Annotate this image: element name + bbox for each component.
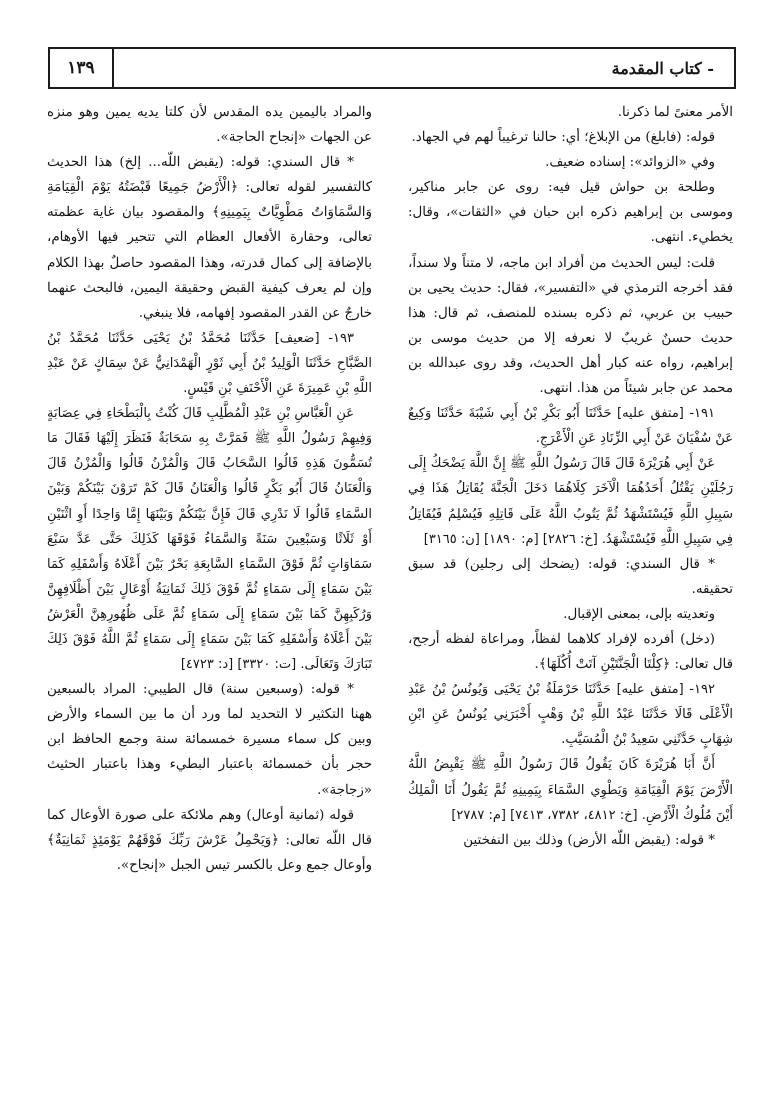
commentary: قوله (ثمانية أوعال) وهم ملائكة على صورة الأوعال كما قال اللّه تعالى: ﴿وَيَحْمِلُ عَرْشَ رَبِّكَ فَوْقَهُمْ يَوْمَئِذٍ ثَمَانِيَةٌ﴾ وأوعال جمع وعل بالكسر تيس الجبل «إنجاح». xyxy=(47,807,372,873)
commentary: * قال السندي: قوله: (يضحك إلى رجلين) قد سبق تحقيقه. xyxy=(408,556,733,597)
page-number: ١٣٩ xyxy=(67,58,95,78)
paragraph: والمراد باليمين يده المقدس لأن كلتا يديه يمين وهو منزه عن الجهات «إنجاح الحاجة». xyxy=(47,105,372,146)
book-title: - كتاب المقدمة xyxy=(611,58,714,78)
page-number-box xyxy=(50,49,114,87)
left-column xyxy=(47,100,372,878)
right-column xyxy=(408,100,733,853)
hadith-text: عَنِ الْعَبَّاسِ بْنِ عَبْدِ الْمُطَّلِبِ قَالَ كُنْتُ بِالْبَطْحَاءِ فِي عِصَابَةٍ وَفِيهِمْ رَسُولُ اللَّهِ ﷺ فَمَرَّتْ بِهِ سَحَابَةٌ فَنَظَرَ إِلَيْهَا فَقَالَ مَا تُسَمُّونَ هَذِهِ قَالُوا السَّحَابُ قَالَ وَالْمُزْنُ قَالُوا وَالْمُزْنُ قَالَ وَالْعَنَانُ قَالَ أَبُو بَكْرٍ قَالُوا وَالْعَنَانُ قَالَ كَمْ تَرَوْنَ بَيْنَكُمْ وَبَيْنَ السَّمَاءِ قَالُوا لَا نَدْرِي قَالَ فَإِنَّ بَيْنَكُمْ وَبَيْنَهَا إِمَّا وَاحِدًا أَوِ اثْنَيْنِ أَوْ ثَلَاثًا وَسَبْعِينَ سَنَةً وَالسَّمَاءُ فَوْقَهَا كَذَلِكَ حَتَّى عَدَّ سَبْعَ سَمَاوَاتٍ ثُمَّ فَوْقَ السَّمَاءِ السَّابِعَةِ بَحْرٌ بَيْنَ أَعْلَاهُ وَأَسْفَلِهِ كَمَا بَيْنَ سَمَاءٍ إِلَى سَمَاءٍ ثُمَّ فَوْقَ ذَلِكَ ثَمَانِيَةُ أَوْعَالٍ بَيْنَ أَظْلَافِهِنَّ وَرُكَبِهِنَّ كَمَا بَيْنَ سَمَاءٍ إِلَى سَمَاءٍ ثُمَّ عَلَى ظُهُورِهِنَّ الْعَرْشُ بَيْنَ أَعْلَاهُ وَأَسْفَلِهِ كَمَا بَيْنَ سَمَاءٍ إِلَى سَمَاءٍ ثُمَّ اللَّهُ فَوْقَ ذَلِكَ تَبَارَكَ وَتَعَالَى. [ت: ٣٣٢٠] [د: ٤٧٢٣] xyxy=(47,406,372,673)
commentary: وتعديته بإلى، بمعنى الإقبال. xyxy=(563,606,715,622)
commentary: * قوله: (يقبض اللّه الأرض) وذلك بين النفختين xyxy=(463,832,715,848)
paragraph: وطلحة بن حواش قيل فيه: روى عن جابر مناكير، وموسى بن إبراهيم ذكره ابن حبان في «الثقات»، وقال: يخطيء. انتهى. xyxy=(408,180,733,246)
paragraph: وفي «الزوائد»: إسناده ضعيف. xyxy=(545,155,715,171)
hadith-text: أَنَّ أَبَا هُرَيْرَةَ كَانَ يَقُولُ قَالَ رَسُولُ اللَّهِ ﷺ يَقْبِضُ اللَّهُ الْأَرْضَ يَوْمَ الْقِيَامَةِ وَيَطْوِي السَّمَاءَ بِيَمِينِهِ ثُمَّ يَقُولُ أَنَا الْمَلِكُ أَيْنَ مُلُوكُ الْأَرْضِ. [خ: ٤٨١٢، ٧٣٨٢، ٧٤١٣] [م: ٢٧٨٧] xyxy=(408,757,733,823)
page-header xyxy=(48,47,736,89)
commentary: * قال السندي: قوله: (يقبض اللّه... إلخ) هذا الحديث كالتفسير لقوله تعالى: ﴿الْأَرْضُ جَمِيعًا قَبْضَتُهُ يَوْمَ الْقِيَامَةِ وَالسَّمَاوَاتُ مَطْوِيَّاتٌ بِيَمِينِهِ﴾ والمقصود بيان غاية عظمته تعالى، وحقارة الأفعال العظام التي تتحير فيها الأوهام، بالإضافة إلى كمال قدرته، وهذا المقصود حاصلٌ بهذا الكلام وإن لم يعرف كيفية القبض وحقيقة اليمين، فالبحث عنهما خارجٌ عن القدر المقصود إفهامه، فلا ينبغي. xyxy=(47,155,372,321)
commentary: (دخل) أفرده لإفراد كلاهما لفظاً، ومراعاة لفظه أرجح، قال تعالى: ﴿كِلْتَا الْجَنَّتَيْنِ آتَتْ أُكُلَهَا﴾. xyxy=(408,631,733,673)
hadith-chain: ١٩٣- [ضعيف] حَدَّثَنَا مُحَمَّدُ بْنُ يَحْيَى حَدَّثَنَا مُحَمَّدُ بْنُ الصَّبَّاحِ حَدَّثَنَا الْوَلِيدُ بْنُ أَبِي ثَوْرٍ الْهَمْدَانِيُّ عَنْ سِمَاكٍ عَنْ عَبْدِ اللَّهِ بْنِ عَمِيرَةَ عَنِ الْأَحْنَفِ بْنِ قَيْسٍ. xyxy=(47,330,372,397)
paragraph: قوله: (فابلغ) من الإبلاغ؛ أي: حالنا ترغيباً لهم في الجهاد. xyxy=(411,130,715,146)
commentary: * قوله: (وسبعين سنة) قال الطيبي: المراد بالسبعين ههنا التكثير لا التحديد لما ورد أن ما بين السماء والأرض وبين كل سماء مسيرة خمسمائة سنة وجمع الحافظ ابن حجر بأن خمسمائة باعتبار البطيء وهذا باعتبار الحثيث «زجاجة». xyxy=(47,682,372,798)
hadith-chain: ١٩٢- [متفق عليه] حَدَّثَنَا حَرْمَلَةُ بْنُ يَحْيَى وَيُونُسُ بْنُ عَبْدِ الْأَعْلَى قَالَا حَدَّثَنَا عَبْدُ اللَّهِ بْنُ وَهْبٍ أَخْبَرَنِي يُونُسُ عَنِ ابْنِ شِهَابٍ حَدَّثَنِي سَعِيدُ بْنُ الْمُسَيَّبِ. xyxy=(408,682,733,748)
paragraph: الأمر معنىً لما ذكرنا. xyxy=(617,105,733,120)
paragraph: قلت: ليس الحديث من أفراد ابن ماجه، لا متناً ولا سنداً، فقد أخرجه الترمذي في «التفسير»، فقال: حديث يحيى بن حبيب بن عربي، ثم ذكره بسنده للمنصف، ثم قال: هذا حديث حسنٌ غريبٌ لا نعرفه إلا من حديث موسى بن إبراهيم، رواه عنه كبار أهل الحديث، وقد روى عبدالله بن محمد عن جابر شيئاً من هذا. انتهى. xyxy=(408,255,733,397)
hadith-text: عَنْ أَبِي هُرَيْرَةَ قَالَ قَالَ رَسُولُ اللَّهِ ﷺ إِنَّ اللَّهَ يَضْحَكُ إِلَى رَجُلَيْنِ يَقْتُلُ أَحَدُهُمَا الْآخَرَ كِلَاهُمَا دَخَلَ الْجَنَّةَ يُقَاتِلُ هَذَا فِي سَبِيلِ اللَّهِ فَيُسْتَشْهَدُ ثُمَّ يَتُوبُ اللَّهُ عَلَى قَاتِلِهِ فَيُسْلِمُ فَيُقَاتِلُ فِي سَبِيلِ اللَّهِ فَيُسْتَشْهَدُ. [خ: ٢٨٢٦] [م: ١٨٩٠] [ن: ٣١٦٥] xyxy=(408,456,733,547)
hadith-chain: ١٩١- [متفق عليه] حَدَّثَنَا أَبُو بَكْرِ بْنُ أَبِي شَيْبَةَ حَدَّثَنَا وَكِيعٌ عَنْ سُفْيَانَ عَنْ أَبِي الزِّنَادِ عَنِ الْأَعْرَجِ. xyxy=(408,406,733,447)
